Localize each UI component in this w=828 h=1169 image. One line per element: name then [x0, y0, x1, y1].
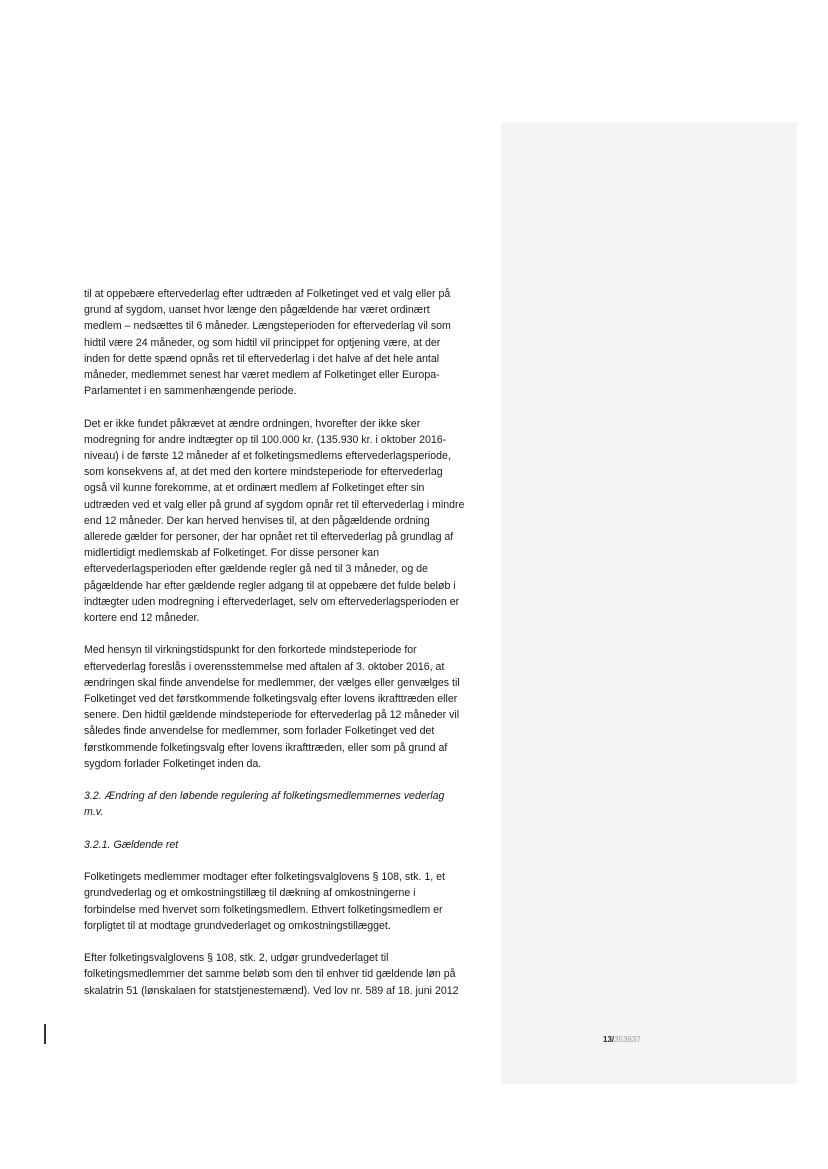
side-panel	[501, 122, 797, 1084]
document-body	[84, 286, 496, 1015]
section-heading: 3.2. Ændring af den løbende regulering af folketingsmedlemmernes vederlag m.v.	[84, 790, 445, 819]
subsection-heading: 3.2.1. Gældende ret	[84, 838, 179, 851]
paragraph-2: Det er ikke fundet påkrævet at ændre ordningen, hvorefter der ikke sker modregning for andre indtægter op til 100.000 kr. (135.930 kr. i oktober 2016- niveau) i de første 12 måneder af et folketingsmedlems eftervederlagsperiode, som konsekvens af, at det med den kortere mindsteperiode for eftervederlag også vil kunne forekomme, at et ordinært medlem af Folketinget efter sin udtræden ved et valg eller på grund af sygdom opnår ret til eftervederlag i mindre end 12 måneder. Der kan herved henvises til, at den pågældende ordning allerede gælder for personer, der har opnået ret til eftervederlag på grundlag af midlertidigt medlemskab af Folketinget. For disse personer kan eftervederlagsperioden efter gældende regler gå ned til 3 måneder, og de pågældende har efter gældende regler adgang til at oppebære det fulde beløb i indtægter uden modregning i eftervederlaget, selv om eftervederlagsperioden er kortere end 12 måneder.	[84, 417, 465, 625]
page-number	[603, 1035, 641, 1044]
paragraph-4: Folketingets medlemmer modtager efter folketingsvalglovens § 108, stk. 1, et grundvederlag og et omkostningstillæg til dækning af omkostningerne i forbindelse med hvervet som folketingsmedlem. Ethvert folketingsmedlem er forpligtet til at modtage grundvederlaget og omkostningstillægget.	[84, 871, 445, 932]
margin-change-bar	[44, 1024, 46, 1044]
page-number-current: 13/	[603, 1035, 615, 1044]
paragraph-1: til at oppebære eftervederlag efter udtræden af Folketinget ved et valg eller på grund af sygdom, uanset hvor længe den pågældende har været ordinært medlem – nedsættes til 6 måneder. Længsteperioden for eftervederlag vil som hidtil være 24 måneder, og som hidtil vil princippet for optjening være, at der inden for dette spænd opnås ret til eftervederlag i det halve af det hele antal måneder, medlemmet senest har været medlem af Folketinget eller Europa- Parlamentet i en sammenhængende periode.	[84, 288, 451, 398]
document-id: 353637	[614, 1035, 641, 1044]
paragraph-3: Med hensyn til virkningstidspunkt for den forkortede mindsteperiode for eftervederlag foreslås i overensstemmelse med aftalen af 3. oktober 2016, at ændringen skal finde anvendelse for medlemmer, der vælges eller genvælges til Folketinget ved det førstkommende folketingsvalg efter lovens ikrafttræden eller senere. Den hidtil gældende mindsteperiode for eftervederlag på 12 måneder vil således finde anvendelse for medlemmer, som forlader Folketinget ved det førstkommende folketingsvalg efter lovens ikrafttræden, eller som på grund af sygdom forlader Folketinget inden da.	[84, 644, 460, 770]
paragraph-5: Efter folketingsvalglovens § 108, stk. 2, udgør grundvederlaget til folketingsmedlemmer det samme beløb som den til enhver tid gældende løn på skalatrin 51 (lønskalaen for statstjenestemænd). Ved lov nr. 589 af 18. juni 2012	[84, 952, 459, 997]
